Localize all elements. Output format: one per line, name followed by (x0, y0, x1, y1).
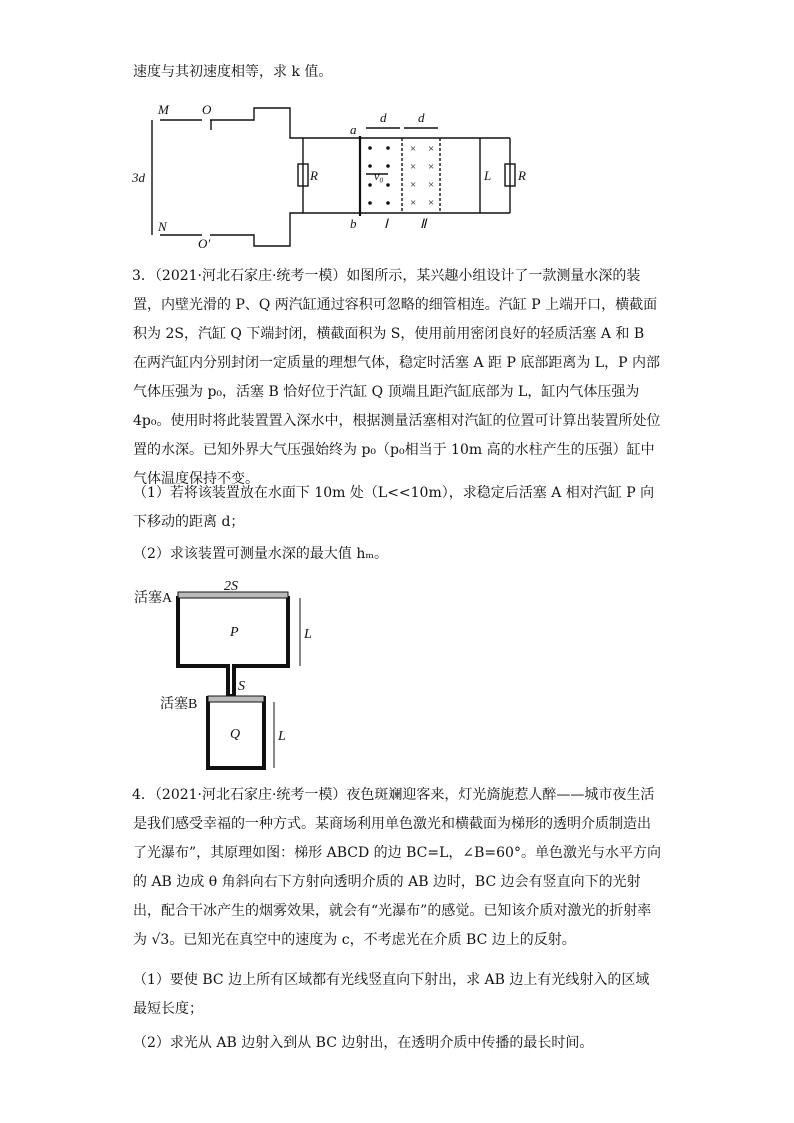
svg-text:×: × (428, 197, 435, 209)
label-L2: L (278, 729, 286, 744)
svg-text:×: × (428, 179, 435, 191)
label-O-prime: O′ (198, 236, 211, 251)
label-3d: 3d (132, 170, 145, 185)
label-d2: d (418, 110, 425, 125)
svg-text:×: × (428, 143, 435, 155)
svg-text:×: × (410, 161, 417, 173)
label-S: S (238, 679, 245, 694)
label-b: b (350, 216, 357, 231)
figure-cylinders (130, 578, 310, 773)
intro-line: 速度与其初速度相等，求 k 值。 (133, 64, 333, 80)
label-piston-A: 活塞A (134, 591, 173, 606)
question-3-text: 3．（2021·河北石家庄·统考一模）如图所示，某兴趣小组设计了一款测量水深的装置，内壁光滑的 P、Q 两汽缸通过容积可忽略的细管相连。汽缸 P 上端开口，横截面积为 2S，汽缸 Q 下端封闭，横截面积为 S，使用前用密闭良好的轻质活塞 A 和 B 在两汽缸内分别封闭一定质量的理想气体，稳定时活塞 A 距 P 底部距离为 L，P 内部气体压强为 p₀，活塞 B 恰好位于汽缸 Q 顶端且距汽缸底部为 L，缸内气体压强为 4p₀。使用时将此装置置入深水中，根据测量活塞相对汽缸的位置可计算出装置所处位置的水深。已知外界大气压强始终为 p₀（p₀相当于 10m 高的水柱产生的压强）缸中气体温度保持不变。 (132, 268, 661, 487)
label-a: a (350, 122, 357, 137)
svg-text:×: × (410, 197, 417, 209)
label-R1: R (310, 168, 318, 183)
label-d1: d (380, 110, 387, 125)
label-v0: v₀ (374, 169, 384, 183)
label-O: O (202, 102, 212, 117)
question-4-sub2: （2）求光从 AB 边射入到从 BC 边射出，在透明介质中传播的最长时间。 (133, 1035, 594, 1051)
label-P: P (230, 625, 239, 640)
label-M: M (158, 102, 169, 117)
label-Q: Q (230, 727, 241, 742)
label-L1: L (304, 627, 312, 642)
svg-text:×: × (410, 179, 417, 191)
label-2S: 2S (224, 579, 238, 594)
figure-circuit (130, 98, 530, 251)
question-3-sub1: （1）若将该装置放在水面下 10m 处（L<<10m），求稳定后活塞 A 相对汽缸 P 向下移动的距离 d； (133, 485, 655, 530)
svg-text:×: × (410, 143, 417, 155)
label-R2: R (518, 168, 526, 183)
question-4-sub1: （1）要使 BC 边上所有区域都有光线竖直向下射出，求 AB 边上有光线射入的区域最短长度； (133, 972, 650, 1017)
label-region-2: Ⅱ (420, 216, 427, 231)
label-region-1: Ⅰ (384, 216, 388, 231)
label-piston-B: 活塞B (160, 697, 198, 712)
svg-text:×: × (428, 161, 435, 173)
label-L: L (484, 168, 492, 183)
label-N: N (158, 219, 167, 234)
question-4-text: 4．（2021·河北石家庄·统考一模）夜色斑斓迎客来，灯光旖旎惹人醉——城市夜生活是我们感受幸福的一种方式。某商场利用单色激光和横截面为梯形的透明介质制造出了光瀑布”，其原理如图：梯形 ABCD 的边 BC=L，∠B=60°。单色激光与水平方向的 AB 边成 θ 角斜向右下方射向透明介质的 AB 边时，BC 边会有竖直向下的光射出，配合干冰产生的烟雾效果，就会有“光瀑布”的感觉。已知该介质对激光的折射率为 √3。已知光在真空中的速度为 c，不考虑光在介质 BC 边上的反射。 (132, 787, 661, 948)
question-3-sub2: （2）求该装置可测量水深的最大值 hₘ。 (133, 546, 388, 562)
